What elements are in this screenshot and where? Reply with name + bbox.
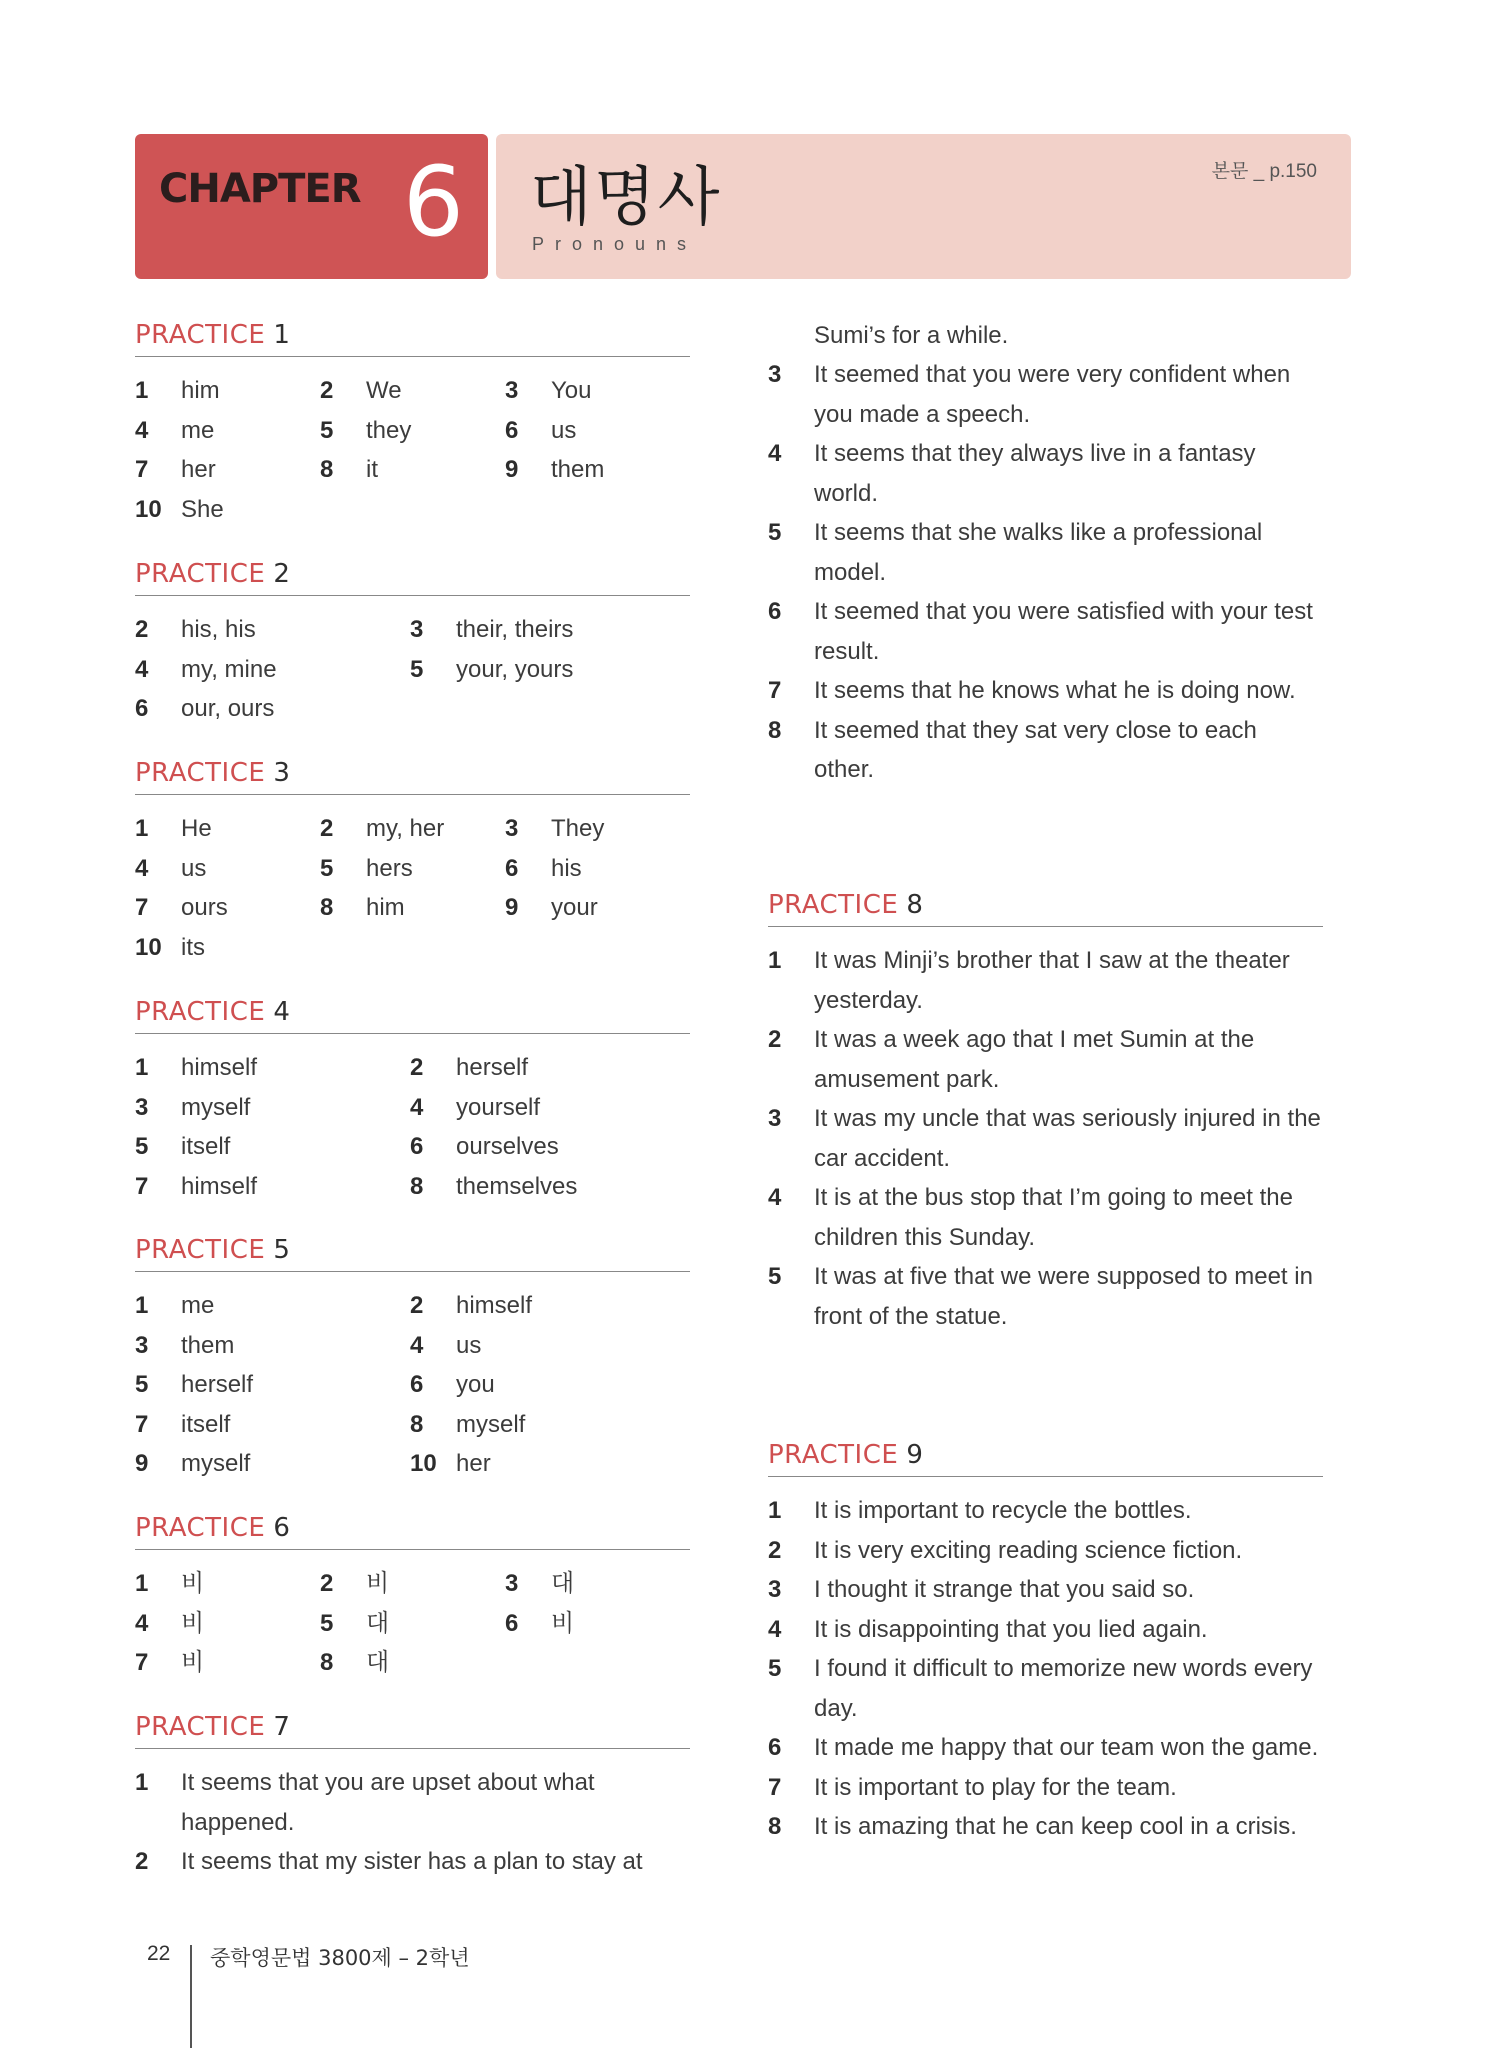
- answer-cell: [135, 411, 214, 451]
- answer-number: 4: [410, 1331, 424, 1359]
- answer-cell: [505, 809, 604, 849]
- answer-text: me: [181, 1292, 215, 1319]
- answer-text: myself: [181, 1450, 251, 1477]
- answer-item: [768, 1020, 1323, 1099]
- practice-6-section: [135, 1511, 690, 1683]
- answer-list: [135, 1763, 690, 1882]
- answer-text: you: [456, 1371, 495, 1398]
- answer-text: it: [366, 456, 378, 483]
- answer-row: [135, 1365, 690, 1405]
- chapter-title-korean: 대명사: [530, 161, 722, 235]
- answer-text: 비: [551, 1609, 575, 1637]
- answer-text: us: [551, 416, 577, 444]
- answer-cell: [135, 1405, 230, 1445]
- answer-text: himself: [181, 1054, 258, 1081]
- answer-number: 8: [320, 456, 334, 483]
- answer-number: 8: [410, 1410, 424, 1438]
- answer-number: 4: [410, 1093, 424, 1121]
- answer-list: [768, 1491, 1323, 1847]
- answer-row: [135, 1326, 690, 1366]
- answer-text: himself: [456, 1292, 533, 1319]
- answer-text: It seemed that you were satisfied with your test result.: [814, 598, 1313, 665]
- answer-grid: [135, 1564, 690, 1683]
- answer-text: She: [181, 495, 224, 523]
- page-number: 22: [147, 1942, 171, 1965]
- answer-number: 3: [768, 1576, 782, 1603]
- answer-row: [135, 450, 690, 490]
- practice-number: 1: [273, 320, 290, 350]
- answer-row: [135, 689, 690, 729]
- answer-number: 1: [135, 1769, 149, 1796]
- answer-number: 1: [768, 1497, 782, 1524]
- answer-number: 3: [135, 1093, 149, 1121]
- answer-cell: [135, 689, 274, 729]
- answer-text: their, theirs: [456, 616, 574, 643]
- answer-number: 1: [135, 1570, 149, 1597]
- answer-number: 1: [135, 377, 149, 404]
- answer-number: 5: [768, 519, 782, 546]
- answer-text: us: [456, 1331, 482, 1359]
- answer-number: 4: [768, 440, 782, 467]
- answer-item: [768, 1610, 1323, 1650]
- answer-text: 대: [366, 1609, 390, 1637]
- answer-text: ours: [181, 894, 228, 921]
- answer-number: 6: [135, 695, 149, 722]
- practice-label: PRACTICE: [768, 1440, 899, 1470]
- answer-text: He: [181, 815, 212, 842]
- page-reference: 본문 _ p.150: [1211, 161, 1317, 182]
- answer-item: [768, 1649, 1323, 1728]
- answer-cell: [320, 1604, 389, 1644]
- answer-cell: [505, 849, 582, 889]
- answer-text: himself: [181, 1172, 258, 1200]
- answer-text: his: [551, 854, 582, 882]
- chapter-label: CHAPTER: [159, 166, 361, 212]
- answer-number: 8: [320, 894, 334, 921]
- answer-text: them: [551, 456, 605, 483]
- answer-cell: [135, 1326, 234, 1366]
- answer-number: 7: [135, 456, 149, 483]
- answer-number: 1: [135, 1292, 149, 1319]
- answer-cell: [410, 1326, 481, 1366]
- answer-row: [135, 888, 690, 928]
- answer-text: 비: [181, 1609, 205, 1637]
- practice-heading: [135, 995, 690, 1034]
- answer-cell: [135, 1643, 204, 1683]
- answer-item: [768, 1768, 1323, 1808]
- answer-text: It is important to play for the team.: [814, 1773, 1177, 1801]
- practice-5-section: [135, 1233, 690, 1484]
- answer-row: [135, 1564, 690, 1604]
- answer-text: 비: [181, 1570, 205, 1597]
- answer-text: themselves: [456, 1172, 578, 1200]
- answer-number: 2: [135, 616, 149, 643]
- answer-cell: [135, 450, 216, 490]
- answer-cell: [135, 928, 205, 968]
- answer-row: [135, 1048, 690, 1088]
- answer-text: It seemed that they sat very close to each other.: [814, 716, 1257, 783]
- answer-number: 3: [768, 361, 782, 388]
- answer-text: her: [456, 1450, 491, 1477]
- answer-cell: [410, 1088, 540, 1128]
- answer-number: 4: [135, 416, 149, 444]
- answer-text: us: [181, 854, 207, 882]
- answer-text: our, ours: [181, 695, 275, 722]
- answer-cell: [320, 1643, 389, 1683]
- answer-item: [768, 711, 1323, 790]
- answer-number: 5: [135, 1133, 149, 1160]
- practice-number: 8: [906, 890, 923, 920]
- answer-cell: [135, 650, 277, 690]
- answer-cell: [410, 610, 573, 650]
- answer-number: 4: [768, 1184, 782, 1211]
- answer-text: 대: [366, 1649, 390, 1676]
- answer-cell: [135, 849, 206, 889]
- answer-number: 7: [135, 894, 149, 921]
- answer-row: [135, 411, 690, 451]
- answer-grid: [135, 371, 690, 529]
- practice-1-section: [135, 318, 690, 529]
- answer-text: her: [181, 456, 216, 483]
- answer-row: [135, 849, 690, 889]
- answer-row: [135, 1088, 690, 1128]
- answer-text: It was my uncle that was seriously injured in the car accident.: [814, 1105, 1321, 1172]
- answer-number: 2: [320, 1570, 334, 1597]
- answer-cell: [320, 371, 402, 411]
- practice-9-section: [768, 1438, 1323, 1847]
- answer-number: 4: [135, 655, 149, 683]
- practice-7-section: [135, 1710, 690, 1882]
- practice-number: 7: [273, 1712, 290, 1742]
- answer-cell: [135, 1365, 253, 1405]
- answer-text: my, her: [366, 815, 445, 842]
- answer-row: [135, 1286, 690, 1326]
- answer-text: yourself: [456, 1093, 541, 1121]
- answer-list: [768, 355, 1323, 790]
- answer-row: [135, 371, 690, 411]
- answer-text: them: [181, 1331, 235, 1359]
- practice-number: 2: [273, 559, 290, 589]
- answer-number: 6: [505, 1609, 519, 1637]
- answer-text: It seems that you are upset about what happened.: [181, 1769, 595, 1836]
- answer-number: 9: [505, 456, 519, 483]
- answer-number: 8: [768, 1813, 782, 1840]
- practice-heading: [135, 1233, 690, 1272]
- answer-number: 1: [768, 947, 782, 974]
- answer-number: 2: [320, 377, 334, 404]
- answer-cell: [135, 371, 220, 411]
- answer-cell: [135, 1444, 250, 1484]
- chapter-number: 6: [402, 146, 464, 258]
- answer-number: 8: [768, 716, 782, 744]
- answer-number: 10: [135, 933, 162, 961]
- answer-number: 2: [320, 815, 334, 842]
- practice-label: PRACTICE: [135, 997, 266, 1027]
- answer-number: 6: [505, 416, 519, 444]
- answer-row: [135, 1127, 690, 1167]
- answer-text: my, mine: [181, 655, 277, 683]
- answer-row: [135, 928, 690, 968]
- answer-number: 4: [768, 1615, 782, 1643]
- answer-text: It was at five that we were supposed to meet in front of the statue.: [814, 1263, 1313, 1330]
- answer-cell: [505, 1564, 574, 1604]
- answer-text: myself: [456, 1410, 526, 1438]
- answer-item: [135, 1842, 690, 1882]
- answer-number: 8: [320, 1649, 334, 1676]
- answer-cell: [135, 809, 212, 849]
- practice-label: PRACTICE: [135, 1712, 266, 1742]
- answer-number: 2: [135, 1848, 149, 1875]
- answer-number: 9: [135, 1450, 149, 1477]
- answer-text: It was Minji’s brother that I saw at the theater yesterday.: [814, 947, 1290, 1014]
- footer-divider: [190, 1945, 192, 2048]
- answer-cell: [135, 1127, 230, 1167]
- answer-number: 5: [320, 416, 334, 444]
- answer-text: It seemed that you were very confident when you made a speech.: [814, 361, 1291, 428]
- practice-heading: [135, 557, 690, 596]
- answer-row: [135, 809, 690, 849]
- answer-cell: [505, 450, 604, 490]
- answer-number: 3: [768, 1105, 782, 1132]
- answer-number: 7: [768, 1773, 782, 1801]
- practice-label: PRACTICE: [135, 559, 266, 589]
- answer-cell: [505, 1604, 574, 1644]
- answer-number: 7: [135, 1649, 149, 1676]
- answer-text: It seems that he knows what he is doing now.: [814, 677, 1296, 704]
- answer-item: [768, 355, 1323, 434]
- answer-cell: [320, 888, 405, 928]
- answer-row: [135, 1405, 690, 1445]
- answer-number: 7: [135, 1172, 149, 1200]
- chapter-title-english: Pronouns: [532, 234, 698, 254]
- answer-number: 9: [505, 894, 519, 921]
- practice-3-section: [135, 756, 690, 967]
- answer-text: me: [181, 416, 215, 444]
- answer-cell: [505, 888, 598, 928]
- answer-number: 10: [410, 1450, 437, 1477]
- answer-item: [768, 592, 1323, 671]
- answer-number: 6: [768, 598, 782, 625]
- answer-row: [135, 490, 690, 530]
- answer-number: 8: [410, 1172, 424, 1200]
- answer-grid: [135, 1048, 690, 1206]
- answer-number: 2: [410, 1292, 424, 1319]
- answer-number: 5: [768, 1263, 782, 1290]
- answer-cell: [135, 490, 224, 530]
- answer-cell: [135, 1048, 257, 1088]
- answer-cell: [410, 1127, 559, 1167]
- practice-number: 5: [273, 1235, 290, 1265]
- answer-item: [768, 1178, 1323, 1257]
- answer-list: [768, 941, 1323, 1336]
- answer-text: itself: [181, 1133, 231, 1160]
- answer-item: [768, 1807, 1323, 1847]
- answer-row: [135, 1444, 690, 1484]
- answer-cell: [505, 371, 592, 411]
- answer-number: 5: [768, 1655, 782, 1682]
- answer-number: 4: [135, 854, 149, 882]
- answer-text: hers: [366, 854, 413, 882]
- practice-4-section: [135, 995, 690, 1206]
- practice-label: PRACTICE: [135, 1513, 266, 1543]
- answer-number: 2: [768, 1026, 782, 1053]
- practice-heading: [135, 1710, 690, 1749]
- chapter-box: [135, 134, 488, 279]
- answer-grid: [135, 610, 690, 729]
- answer-item: [768, 434, 1323, 513]
- answer-text: its: [181, 933, 205, 961]
- answer-text: We: [366, 377, 402, 404]
- answer-cell: [320, 809, 444, 849]
- answer-cell: [135, 1088, 250, 1128]
- answer-item: [768, 671, 1323, 711]
- practice-number: 4: [273, 997, 290, 1027]
- answer-cell: [410, 1405, 525, 1445]
- answer-number: 6: [768, 1734, 782, 1761]
- answer-text: It seems that she walks like a professional model.: [814, 519, 1263, 586]
- answer-cell: [135, 1286, 214, 1326]
- answer-number: 5: [320, 854, 334, 882]
- answer-number: 3: [505, 377, 519, 404]
- answer-row: [135, 1167, 690, 1207]
- answer-number: 5: [135, 1371, 149, 1398]
- answer-cell: [135, 1167, 257, 1207]
- answer-number: 2: [768, 1536, 782, 1564]
- answer-text: ourselves: [456, 1133, 559, 1160]
- answer-text: they: [366, 416, 412, 444]
- answer-text: It is at the bus stop that I’m going to meet the children this Sunday.: [814, 1184, 1293, 1251]
- answer-cell: [410, 1444, 491, 1484]
- answer-number: 2: [410, 1054, 424, 1081]
- answer-number: 3: [505, 815, 519, 842]
- practice-8-section: [768, 888, 1323, 1336]
- practice-7-right-list: [768, 355, 1323, 790]
- answer-text: It is disappointing that you lied again.: [814, 1615, 1208, 1643]
- answer-number: 4: [135, 1609, 149, 1637]
- practice-7-continuation: Sumi’s for a while.: [814, 322, 1009, 349]
- answer-item: [135, 1763, 690, 1842]
- answer-cell: [505, 411, 576, 451]
- answer-row: [135, 610, 690, 650]
- answer-text: herself: [456, 1054, 529, 1081]
- practice-heading: [135, 318, 690, 357]
- answer-number: 6: [505, 854, 519, 882]
- answer-number: 7: [768, 677, 782, 704]
- answer-item: [768, 1570, 1323, 1610]
- answer-text: It is important to recycle the bottles.: [814, 1497, 1192, 1524]
- answer-number: 1: [135, 815, 149, 842]
- answer-text: your, yours: [456, 655, 574, 683]
- practice-number: 6: [273, 1513, 290, 1543]
- answer-text: 비: [366, 1570, 390, 1597]
- answer-item: [768, 941, 1323, 1020]
- answer-grid: [135, 809, 690, 967]
- answer-cell: [410, 1365, 495, 1405]
- answer-text: him: [181, 377, 220, 404]
- answer-text: itself: [181, 1410, 231, 1438]
- practice-2-section: [135, 557, 690, 729]
- answer-number: 3: [505, 1570, 519, 1597]
- answer-text: herself: [181, 1371, 254, 1398]
- practice-number: 3: [273, 758, 290, 788]
- answer-text: his, his: [181, 616, 256, 643]
- answer-cell: [410, 1286, 532, 1326]
- answer-item: [768, 513, 1323, 592]
- chapter-title-box: [496, 134, 1351, 279]
- answer-text: I thought it strange that you said so.: [814, 1576, 1195, 1603]
- practice-heading: [768, 1438, 1323, 1477]
- answer-text: 비: [181, 1649, 205, 1676]
- answer-cell: [135, 610, 256, 650]
- practice-heading: [135, 1511, 690, 1550]
- practice-heading: [135, 756, 690, 795]
- answer-text: I found it difficult to memorize new words every day.: [814, 1655, 1313, 1722]
- answer-text: It was a week ago that I met Sumin at the amusement park.: [814, 1026, 1255, 1093]
- practice-label: PRACTICE: [135, 320, 266, 350]
- answer-text: myself: [181, 1093, 251, 1121]
- book-title: 중학영문법 3800제 – 2학년: [210, 1946, 470, 1970]
- answer-cell: [320, 411, 411, 451]
- answer-cell: [410, 650, 573, 690]
- answer-number: 3: [135, 1331, 149, 1359]
- answer-number: 5: [320, 1609, 334, 1637]
- answer-grid: [135, 1286, 690, 1484]
- answer-cell: [410, 1167, 577, 1207]
- answer-cell: [135, 888, 228, 928]
- answer-cell: [320, 1564, 389, 1604]
- practice-label: PRACTICE: [135, 1235, 266, 1265]
- practice-label: PRACTICE: [135, 758, 266, 788]
- answer-cell: [135, 1564, 204, 1604]
- answer-text: They: [551, 815, 605, 842]
- answer-text: You: [551, 377, 592, 404]
- answer-text: It made me happy that our team won the game.: [814, 1734, 1319, 1761]
- answer-text: It is very exciting reading science fiction.: [814, 1536, 1243, 1564]
- answer-cell: [410, 1048, 528, 1088]
- answer-item: [768, 1257, 1323, 1336]
- answer-item: [768, 1728, 1323, 1768]
- answer-text: It seems that they always live in a fantasy world.: [814, 440, 1256, 507]
- practice-number: 9: [906, 1440, 923, 1470]
- answer-item: [768, 1099, 1323, 1178]
- answer-row: [135, 1643, 690, 1683]
- answer-number: 1: [135, 1054, 149, 1081]
- answer-cell: [135, 1604, 204, 1644]
- answer-number: 6: [410, 1371, 424, 1398]
- answer-cell: [320, 450, 378, 490]
- answer-item: [768, 1491, 1323, 1531]
- practice-label: PRACTICE: [768, 890, 899, 920]
- answer-item: [768, 1531, 1323, 1571]
- answer-number: 5: [410, 655, 424, 683]
- answer-number: 6: [410, 1133, 424, 1160]
- answer-row: [135, 1604, 690, 1644]
- answer-text: him: [366, 894, 405, 921]
- answer-text: your: [551, 894, 598, 921]
- answer-text: It seems that my sister has a plan to stay at: [181, 1848, 643, 1875]
- answer-number: 10: [135, 495, 162, 523]
- answer-text: It is amazing that he can keep cool in a crisis.: [814, 1813, 1297, 1840]
- answer-row: [135, 650, 690, 690]
- practice-heading: [768, 888, 1323, 927]
- answer-text: 대: [551, 1570, 575, 1597]
- answer-number: 3: [410, 616, 424, 643]
- answer-cell: [320, 849, 413, 889]
- answer-number: 7: [135, 1410, 149, 1438]
